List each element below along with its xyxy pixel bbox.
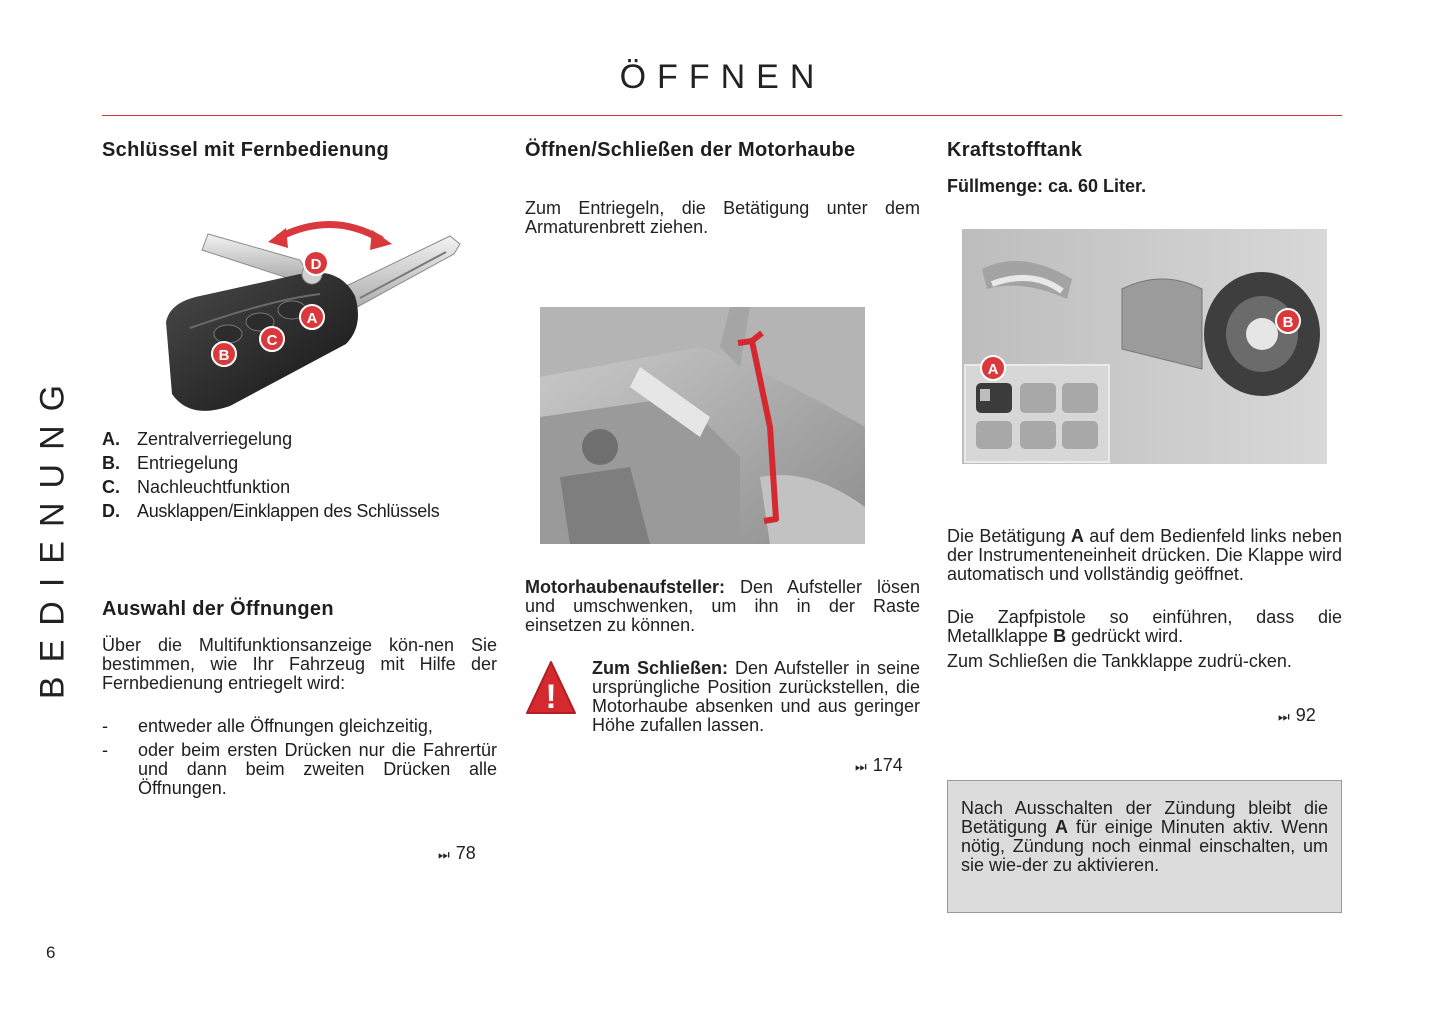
svg-text:D: D: [310, 256, 322, 273]
bonnet-close-label: Zum Schließen:: [592, 658, 728, 678]
note-key: A: [1054, 817, 1068, 837]
key-legend: [102, 427, 502, 523]
fuel-paragraph-1: [947, 527, 1342, 584]
legend-text: Ausklappen/Einklappen des Schlüssels: [137, 501, 440, 521]
bonnet-intro: Zum Entriegeln, die Betätigung unter dem Armaturenbrett ziehen.: [525, 198, 920, 237]
side-section-label: [28, 370, 78, 700]
key-label-b: [212, 342, 236, 366]
page-reference-92[interactable]: [1278, 705, 1316, 726]
fuel-p2-text-end: gedrückt wird.: [1066, 626, 1184, 646]
fuel-p1-key: A: [1070, 526, 1084, 546]
page-reference-174[interactable]: [855, 755, 903, 776]
legend-key: C.: [102, 477, 120, 497]
legend-text: Nachleuchtfunktion: [137, 477, 291, 497]
list-item: [102, 717, 497, 736]
svg-text:C: C: [266, 332, 278, 349]
page-reference-number: 174: [872, 755, 903, 775]
list-text: oder beim ersten Drücken nur die Fahrertür und dann beim zweiten Drücken alle Öffnungen.: [138, 740, 497, 798]
key-label-d: [304, 251, 328, 275]
bonnet-close-instruction: [592, 659, 920, 735]
note-text-end: für einige Minuten aktiv. Wenn nötig, Zündung noch einmal einschalten, um sie wie-der zu aktivieren.: [961, 817, 1328, 875]
bonnet-strut-label: Motorhaubenaufsteller:: [525, 577, 726, 597]
page-number: 6: [46, 943, 56, 962]
bonnet-strut-instruction: [525, 578, 920, 635]
fuel-label-b: [1276, 309, 1300, 333]
key-label-c: [260, 327, 284, 351]
fuel-tank-heading: Kraftstofftank: [947, 139, 1083, 161]
fuel-paragraph-3: Zum Schließen die Tankklappe zudrü-cken.: [947, 651, 1292, 671]
fuel-label-a: [981, 356, 1005, 380]
list-item: [102, 741, 497, 798]
fuel-paragraph-2: [947, 608, 1342, 646]
fuel-flap-photo: [962, 229, 1327, 464]
fuel-p2-key: B: [1053, 626, 1067, 646]
svg-text:!: !: [545, 678, 557, 716]
list-text: entweder alle Öffnungen gleichzeitig,: [138, 716, 433, 736]
legend-key: D.: [102, 501, 120, 521]
legend-text: Entriegelung: [137, 453, 239, 473]
fuel-p1-text: Die Betätigung: [947, 526, 1071, 546]
remote-key-illustration: [150, 216, 470, 416]
fuel-p2-text: Die Zapfpistole so einführen, dass die Metallklappe: [947, 607, 1342, 646]
bonnet-heading: Öffnen/Schließen der Motorhaube: [525, 139, 856, 161]
skip-forward-icon: ⏭: [855, 759, 865, 774]
legend-text: Zentralverriegelung: [137, 429, 293, 449]
svg-text:A: A: [987, 361, 999, 378]
bonnet-strut-photo: [540, 307, 865, 544]
ignition-note-box: [947, 780, 1342, 913]
opening-selection-intro: Über die Multifunktionsanzeige kön-nen Sie bestimmen, wie Ihr Fahrzeug mit Hilfe der Fernbedienung entriegelt wird:: [102, 635, 497, 693]
page-reference-number: 92: [1295, 705, 1316, 725]
legend-key: A.: [102, 429, 120, 449]
svg-text:B: B: [218, 347, 230, 364]
legend-key: B.: [102, 453, 120, 473]
list-dash: -: [102, 740, 108, 760]
svg-text:A: A: [306, 310, 318, 327]
legend-item: [102, 451, 502, 475]
page-title: ÖFFNEN: [619, 58, 826, 96]
opening-selection-heading: Auswahl der Öffnungen: [102, 598, 334, 620]
fuel-capacity: Füllmenge: ca. 60 Liter.: [947, 176, 1147, 196]
bonnet-close-text: Den Aufsteller in seine ursprüngliche Position zurückstellen, die Motorhaube absenken und aus geringer Höhe zufallen lassen.: [592, 658, 921, 735]
note-text: Nach Ausschalten der Zündung bleibt die Betätigung: [961, 798, 1328, 837]
key-label-a: [300, 305, 324, 329]
bonnet-strut-text: Den Aufsteller lösen und umschwenken, um ihn in der Raste einsetzen zu können.: [525, 577, 920, 635]
key-remote-heading: Schlüssel mit Fernbedienung: [102, 139, 390, 161]
warning-icon: [525, 660, 577, 716]
page-reference-number: 78: [455, 843, 476, 863]
skip-forward-icon: ⏭: [1278, 709, 1288, 724]
legend-item: [102, 475, 502, 499]
page-reference-78[interactable]: [438, 843, 476, 864]
side-section-label-text: BEDIENUNG: [33, 370, 72, 700]
legend-item: [102, 499, 502, 523]
legend-item: [102, 427, 502, 451]
svg-text:B: B: [1282, 314, 1294, 331]
list-dash: -: [102, 716, 108, 736]
title-divider: [102, 115, 1342, 116]
fuel-p1-text-end: auf dem Bedienfeld links neben der Instrumenteneinheit drücken. Die Klappe wird automatisch und vollständig geöffnet.: [947, 526, 1342, 584]
skip-forward-icon: ⏭: [438, 847, 448, 862]
